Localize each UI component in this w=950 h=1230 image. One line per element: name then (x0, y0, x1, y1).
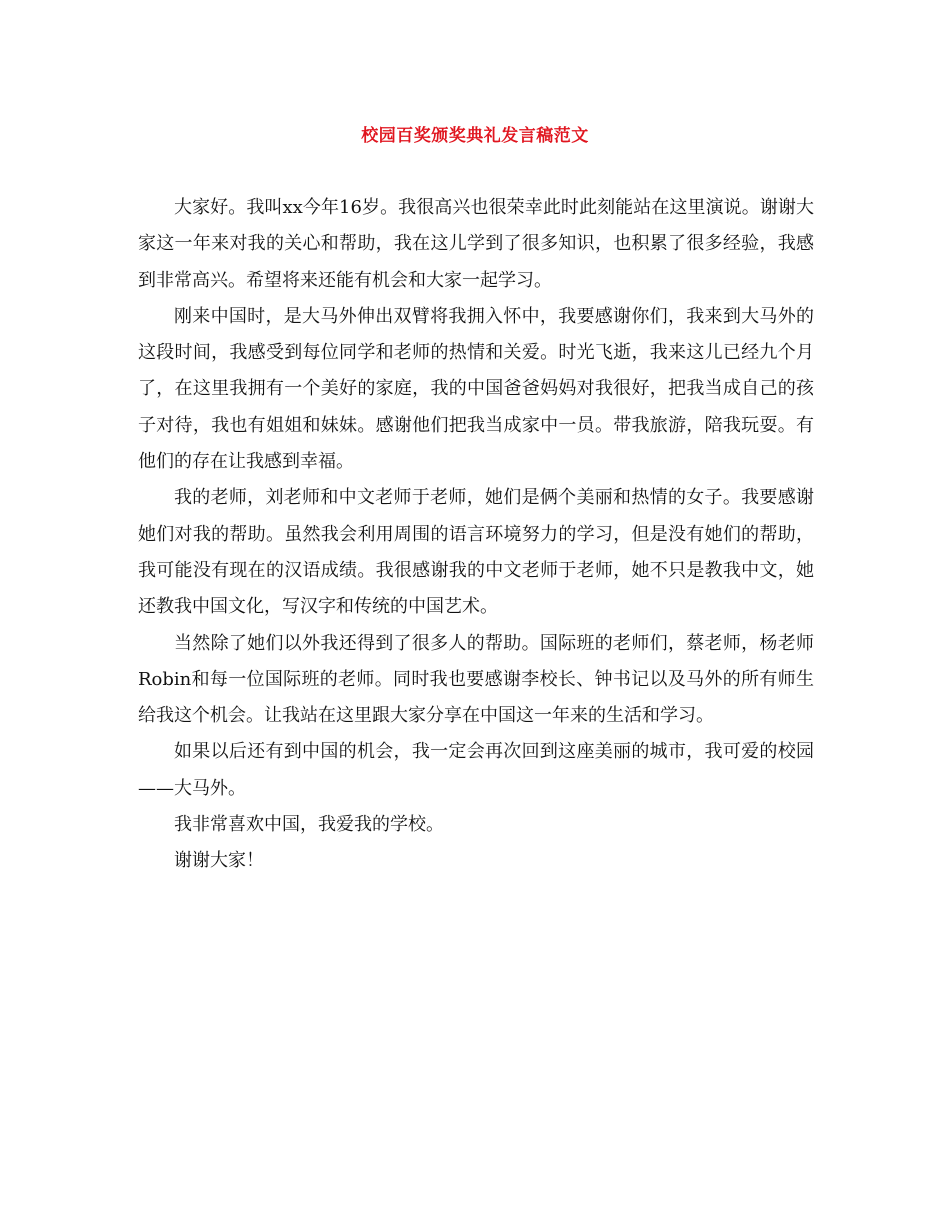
paragraph-acknowledgements: 当然除了她们以外我还得到了很多人的帮助。国际班的老师们，蔡老师，杨老师Robin和每一位国际班的老师。同时我也要感谢李校长、钟书记以及马外的所有师生给我这个机会。让我站在这里跟大家分享在中国这一年来的生活和学习。 (138, 632, 814, 727)
document-body (138, 190, 814, 880)
paragraph-host-family: 刚来中国时，是大马外伸出双臂将我拥入怀中，我要感谢你们，我来到大马外的这段时间，我感受到每位同学和老师的热情和关爱。时光飞逝，我来这儿已经九个月了，在这里我拥有一个美好的家庭，我的中国爸爸妈妈对我很好，把我当成自己的孩子对待，我也有姐姐和妹妹。感谢他们把我当成家中一员。带我旅游，陪我玩耍。有他们的存在让我感到幸福。 (138, 305, 814, 473)
paragraph-love-school: 我非常喜欢中国，我爱我的学校。 (174, 814, 444, 836)
paragraph-greeting: 大家好。我叫xx今年16岁。我很高兴也很荣幸此时此刻能站在这里演说。谢谢大家这一年来对我的关心和帮助，我在这儿学到了很多知识，也积累了很多经验，我感到非常高兴。希望将来还能有机会和大家一起学习。 (138, 197, 814, 291)
paragraph-thanks: 谢谢大家！ (174, 850, 264, 872)
document-title: 校园百奖颁奖典礼发言稿范文 (361, 126, 589, 146)
paragraph-future: 如果以后还有到中国的机会，我一定会再次回到这座美丽的城市，我可爱的校园——大马外。 (138, 741, 814, 799)
paragraph-teachers: 我的老师，刘老师和中文老师于老师，她们是俩个美丽和热情的女子。我要感谢她们对我的帮助。虽然我会利用周围的语言环境努力的学习，但是没有她们的帮助，我可能没有现在的汉语成绩。我很感谢我的中文老师于老师，她不只是教我中文，她还教我中国文化，写汉字和传统的中国艺术。 (138, 487, 814, 618)
